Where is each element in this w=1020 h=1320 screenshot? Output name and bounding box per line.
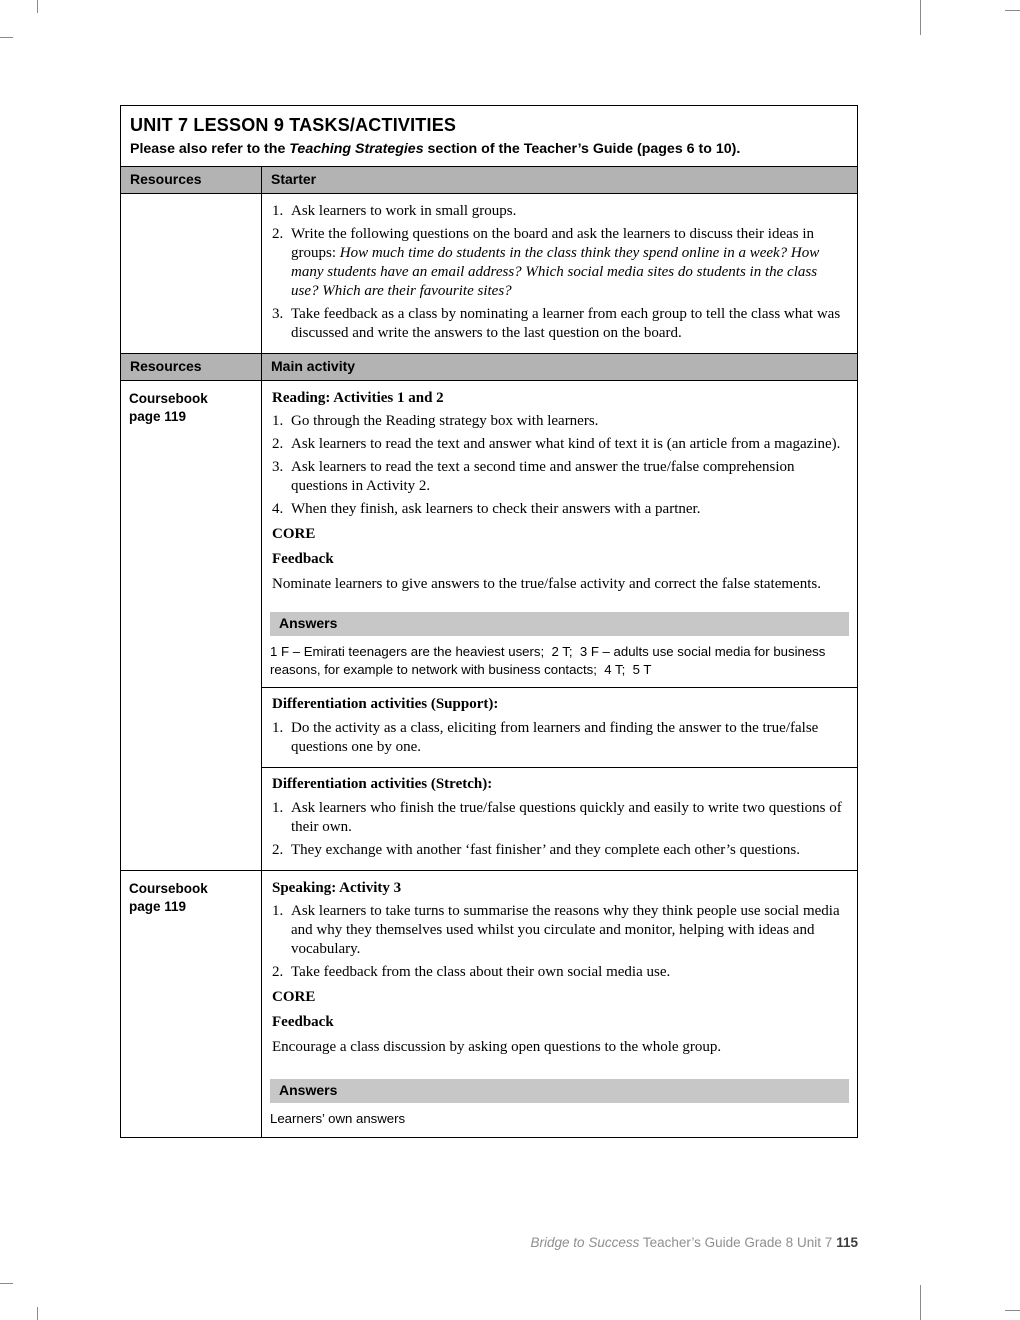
list-number: 4. — [272, 501, 284, 517]
list-number: 1. — [272, 903, 284, 919]
activity-heading: Reading: Activities 1 and 2 — [272, 390, 444, 406]
speaking-row — [121, 870, 857, 1137]
list-text: Ask learners who finish the true/false questions quickly and easily to write two questions of their own. — [291, 800, 842, 835]
answers-header: Answers — [270, 612, 849, 636]
main-activity-header: Main activity — [271, 358, 356, 374]
crop-mark-top-right-v — [920, 0, 921, 35]
list-text: Ask learners to read the text a second time and answer the true/false comprehension questions in Activity 2. — [291, 459, 795, 494]
speaking-content-cell — [262, 871, 857, 1137]
stretch-heading: Differentiation activities (Stretch): — [272, 776, 493, 792]
list-text: Take feedback from the class about their own social media use. — [291, 964, 671, 980]
answers-text: Learners’ own answers — [270, 1111, 406, 1126]
support-heading: Differentiation activities (Support): — [272, 696, 499, 712]
list-number: 2. — [272, 842, 284, 858]
crop-mark-top-left-h — [0, 37, 13, 38]
feedback-text: Nominate learners to give answers to the true/false activity and correct the false statements. — [272, 576, 821, 592]
reading-row — [121, 380, 857, 870]
list-item — [272, 202, 847, 221]
list-text: Do the activity as a class, eliciting from learners and finding the answer to the true/false questions one by one. — [291, 720, 819, 755]
footer-page-number: 115 — [836, 1235, 858, 1250]
differentiation-support-section — [262, 687, 857, 767]
starter-content-cell — [262, 194, 857, 353]
resource-line: page 119 — [129, 409, 187, 424]
subtitle-suffix: section of the Teacher’s Guide (pages 6 to 10). — [423, 141, 741, 157]
list-text: Write the following questions on the board and ask the learners to discuss their ideas in groups: — [291, 226, 815, 261]
list-item — [272, 902, 847, 959]
answers-header: Answers — [270, 1079, 849, 1103]
feedback-text: Encourage a class discussion by asking open questions to the whole group. — [272, 1039, 722, 1055]
starter-list — [262, 194, 857, 353]
reading-content-cell — [262, 381, 857, 870]
list-item — [272, 500, 847, 519]
starter-resources-cell — [121, 194, 262, 353]
page-footer — [531, 1235, 858, 1250]
list-text: Go through the Reading strategy box with learners. — [291, 413, 599, 429]
crop-mark-top-left-v — [37, 0, 38, 13]
list-item — [272, 305, 847, 343]
lesson-table — [120, 105, 858, 1138]
reading-resources-cell — [121, 381, 262, 870]
starter-header: Starter — [271, 171, 317, 187]
list-text: They exchange with another ‘fast finisher’ and they complete each other’s questions. — [291, 842, 800, 858]
starter-row — [121, 193, 857, 353]
page-title: UNIT 7 LESSON 9 TASKS/ACTIVITIES — [130, 115, 457, 135]
title-block — [121, 106, 857, 166]
starter-header-row — [121, 166, 857, 193]
core-label: CORE — [272, 989, 316, 1005]
list-item — [272, 719, 847, 757]
list-item — [272, 963, 847, 982]
subtitle — [130, 141, 848, 157]
list-number: 1. — [272, 720, 284, 736]
list-item — [272, 841, 847, 860]
speaking-resources-cell — [121, 871, 262, 1137]
activity-heading: Speaking: Activity 3 — [272, 880, 402, 896]
speaking-content — [262, 871, 857, 1067]
list-number: 2. — [272, 226, 284, 242]
crop-mark-bottom-left-h — [0, 1283, 13, 1284]
subtitle-italic: Teaching Strategies — [289, 141, 424, 157]
resources-header: Resources — [121, 167, 262, 193]
crop-mark-bottom-right-h — [1005, 1310, 1020, 1311]
list-item — [272, 799, 847, 837]
footer-guide-text: Teacher’s Guide Grade 8 Unit 7 — [639, 1235, 833, 1250]
resource-line: Coursebook — [129, 881, 208, 896]
list-item — [272, 458, 847, 496]
list-number: 1. — [272, 413, 284, 429]
answers-section — [262, 612, 857, 636]
resource-line: page 119 — [129, 899, 187, 914]
main-activity-header-row — [121, 353, 857, 380]
subtitle-prefix: Please also refer to the — [130, 141, 290, 157]
list-item — [272, 435, 847, 454]
list-number: 1. — [272, 800, 284, 816]
list-number: 1. — [272, 203, 284, 219]
core-label: CORE — [272, 526, 316, 542]
crop-mark-top-right-h — [1005, 10, 1020, 11]
list-text: Take feedback as a class by nominating a learner from each group to tell the class what was discussed and write the answers to the last question on the board. — [291, 306, 841, 341]
list-number: 3. — [272, 306, 284, 322]
list-item — [272, 225, 847, 301]
list-text: Ask learners to work in small groups. — [291, 203, 517, 219]
crop-mark-bottom-right-v — [920, 1285, 921, 1320]
list-text: Ask learners to take turns to summarise the reasons why they think people use social media and why they themselves used whilst you circulate and monitor, helping with ideas and vocabulary. — [291, 903, 840, 957]
feedback-label: Feedback — [272, 1014, 334, 1030]
resource-label — [121, 381, 261, 435]
list-number: 2. — [272, 964, 284, 980]
answers-text: 1 F – Emirati teenagers are the heaviest users; 2 T; 3 F – adults use social media for business reasons, for example to network with business contacts; 4 T; 5 T — [270, 644, 830, 677]
list-text: When they finish, ask learners to check their answers with a partner. — [291, 501, 701, 517]
resource-label — [121, 871, 261, 925]
differentiation-stretch-section — [262, 767, 857, 870]
list-item — [272, 412, 847, 431]
list-number: 2. — [272, 436, 284, 452]
crop-mark-bottom-left-v — [37, 1307, 38, 1320]
footer-book-title: Bridge to Success — [530, 1235, 640, 1250]
list-number: 3. — [272, 459, 284, 475]
reading-content — [262, 381, 857, 604]
resources-header: Resources — [121, 354, 262, 380]
list-text-italic: How much time do students in the class think they spend online in a week? How many students have an email address? Which social media sites do students in the class use? Which are their favourite sites? — [291, 245, 820, 299]
resource-line: Coursebook — [129, 391, 208, 406]
feedback-label: Feedback — [272, 551, 334, 567]
answers-section — [262, 1079, 857, 1103]
list-text: Ask learners to read the text and answer what kind of text it is (an article from a magazine). — [291, 436, 841, 452]
